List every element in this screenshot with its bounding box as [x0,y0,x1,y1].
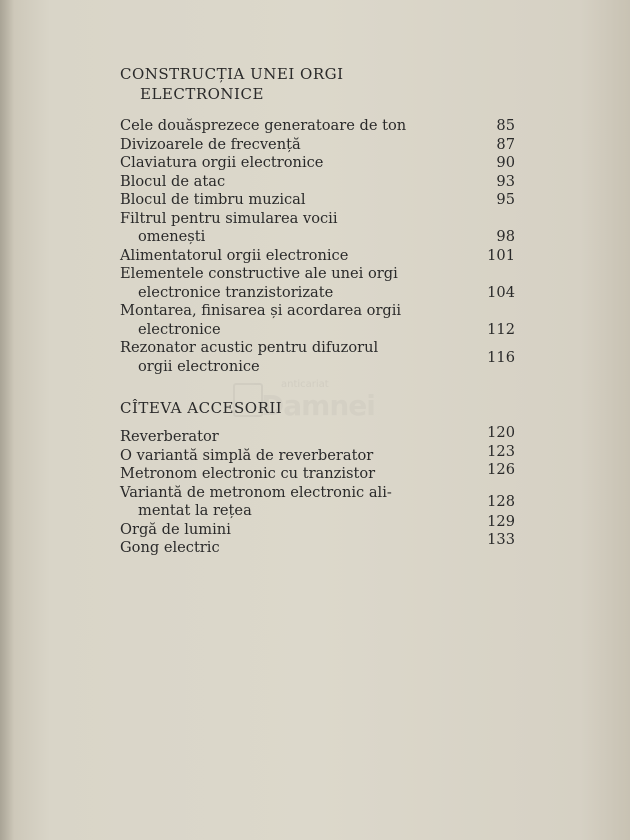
toc-entry-title: Orgă de lumini [120,520,231,538]
toc-entry [120,117,515,136]
toc-entry-title: Alimentatorul orgii electronice [120,246,349,264]
toc-page-number: 101 [487,246,515,264]
toc-page-number: 85 [496,117,515,134]
toc-entry [120,461,515,484]
toc-entry [120,265,515,302]
toc-entry [120,531,515,558]
toc-entry [120,442,515,466]
toc-entry [120,154,515,173]
toc-entry-title: Reverberator [120,428,219,445]
toc-entry-title: Rezonator acustic pentru difuzorul [120,339,379,356]
toc-entry-title-cont: electronice tranzistorizate [138,283,334,301]
toc-entry-title: Claviatura orgii electronice [120,154,324,171]
toc-page-number: 116 [487,349,515,366]
toc-entry-title: Blocul de timbru muzical [120,191,306,208]
section-title-construction [120,64,344,104]
toc-page-number: 126 [487,461,515,478]
toc-entry [120,339,515,376]
toc-page-number: 128 [487,492,515,510]
toc-entry-title-cont: orgii electronice [138,357,260,375]
toc-entry-title-cont: electronice [138,320,221,338]
toc-entry-title-cont: omenești [138,228,206,245]
toc-page-number: 112 [487,320,515,338]
toc-entry-title: O variantă simplă de reverberator [120,446,374,464]
watermark-big-text: Damnei [261,389,375,422]
toc-list-accessories [120,424,515,558]
toc-page-number: 87 [496,135,515,153]
toc-entry [120,247,515,266]
toc-entry [120,302,515,339]
toc-entry [120,191,515,210]
toc-entry-title-cont: mentat la rețea [138,502,252,519]
toc-page-number: 104 [487,283,515,301]
toc-entry [120,512,515,540]
toc-entry-title: Gong electric [120,539,220,556]
toc-entry [120,424,515,447]
toc-entry [120,173,515,192]
toc-page-number: 93 [496,172,515,190]
toc-entry-title: Elementele constructive ale unei orgi [120,265,398,282]
toc-page-number: 129 [487,512,515,530]
toc-entry-title: Blocul de atac [120,172,226,190]
toc-entry-title: Cele douăsprezece generatoare de ton [120,117,407,134]
toc-page-number: 120 [487,424,515,441]
section-title-line: CONSTRUCȚIA UNEI ORGI [120,65,344,83]
toc-entry-title: Montarea, finisarea și acordarea orgii [120,302,402,319]
toc-entry-title: Filtrul pentru simularea vocii [120,209,338,227]
toc-page-number: 98 [496,228,515,245]
toc-list-construction [120,117,515,376]
toc-page-number: 123 [487,442,515,460]
toc-entry [120,484,515,521]
toc-page-number: 90 [496,154,515,171]
toc-entry [120,136,515,155]
section-title-line: CÎTEVA ACCESORII [120,399,283,417]
toc-entry [120,210,515,247]
toc-page-number: 133 [487,531,515,548]
section-title-line: ELECTRONICE [140,85,264,103]
toc-page-number: 95 [496,191,515,208]
section-title-accessories [120,398,282,418]
watermark-small-text: anticariat [281,379,329,390]
toc-entry-title: Metronom electronic cu tranzistor [120,465,376,482]
toc-entry-title: Divizoarele de frecvență [120,135,301,153]
page-edge-shadow [0,0,14,840]
toc-entry-title: Variantă de metronom electronic ali- [120,483,392,501]
